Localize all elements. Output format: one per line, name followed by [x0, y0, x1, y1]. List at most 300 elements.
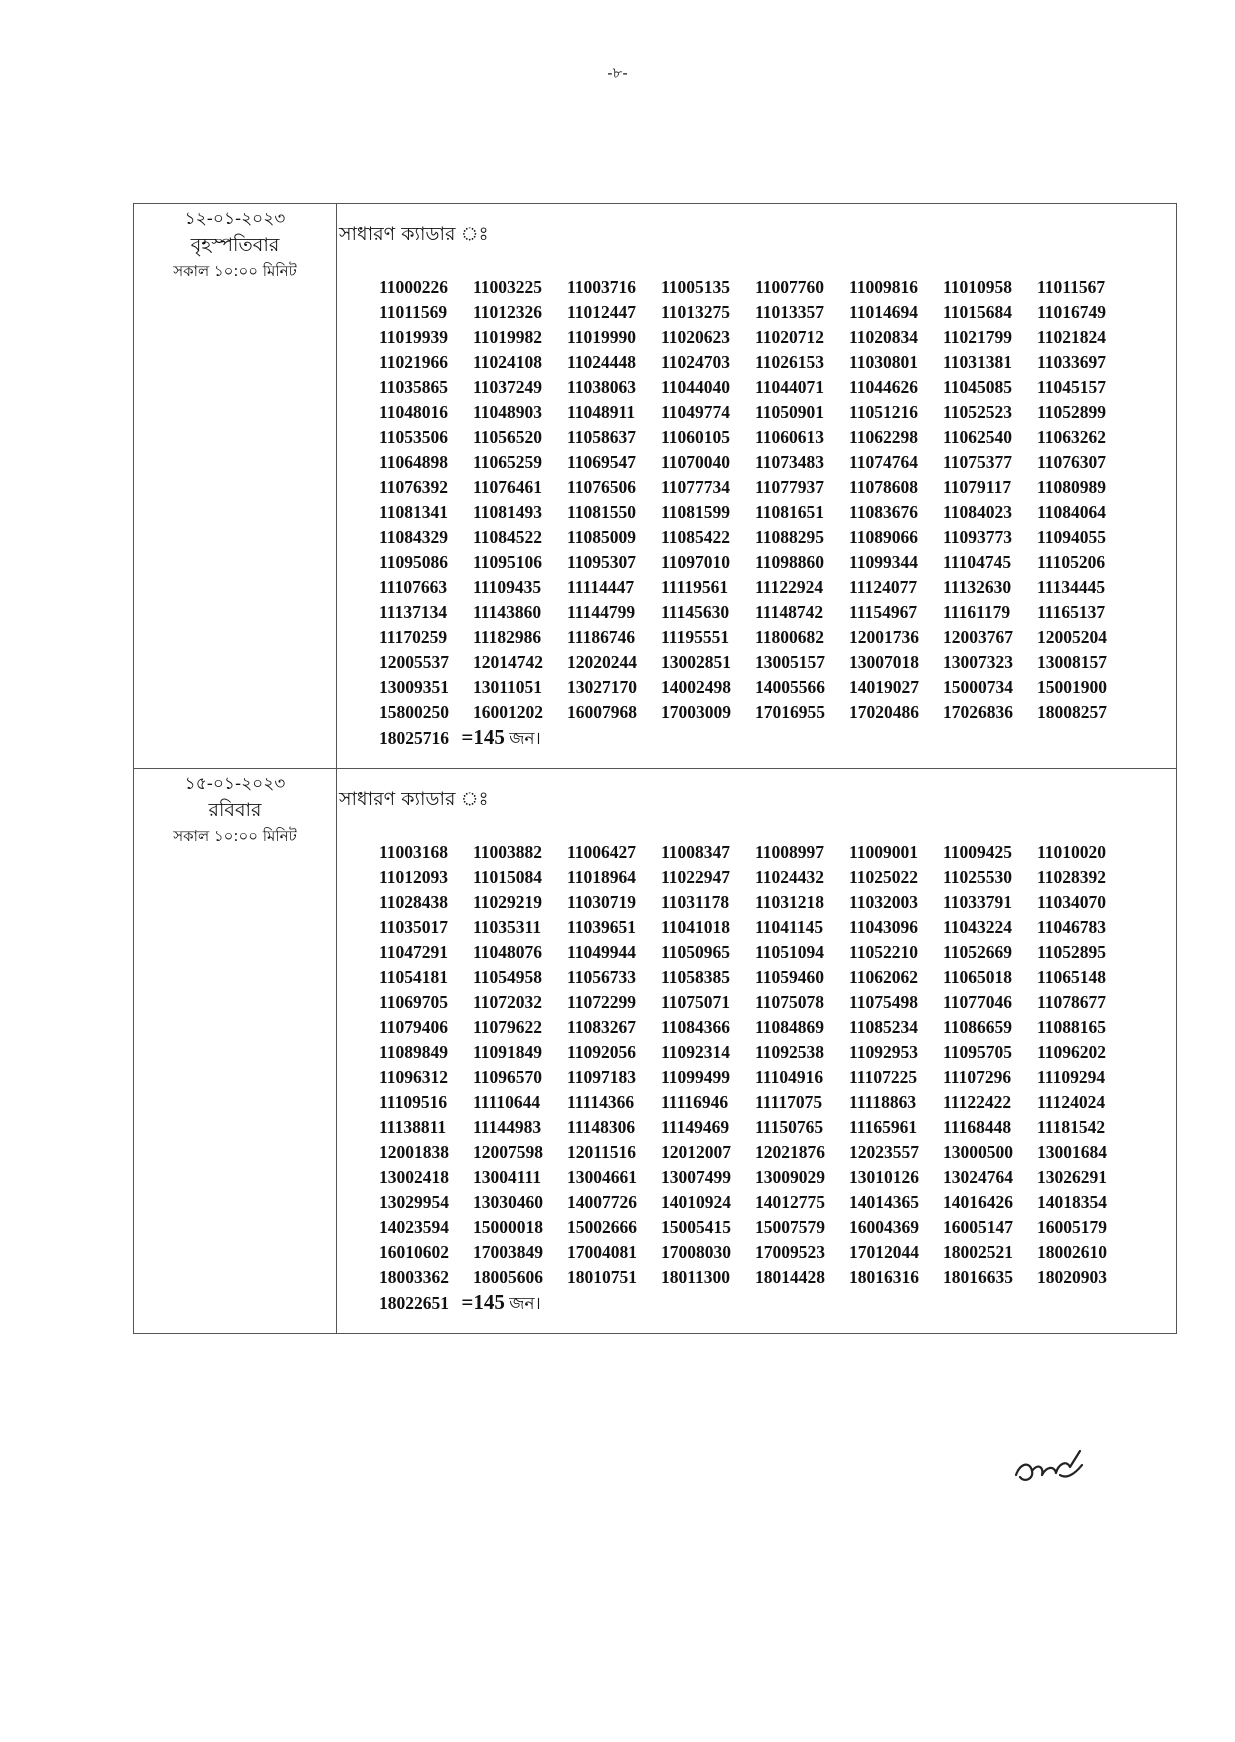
roll-number: 11043096	[849, 917, 919, 937]
roll-number: 18020903	[1037, 1267, 1107, 1287]
roll-number: 11084522	[473, 527, 543, 547]
roll-line	[379, 890, 1176, 915]
roll-number: 11124024	[1037, 1092, 1106, 1112]
exam-date: ১২-০১-২০২৩	[184, 209, 286, 229]
roll-number: 11107663	[379, 577, 448, 597]
roll-number: 11081341	[379, 502, 449, 522]
roll-number: 11085422	[661, 527, 731, 547]
roll-number: 11048016	[379, 402, 449, 422]
roll-line	[379, 965, 1176, 990]
roll-number: 11010958	[943, 277, 1013, 297]
roll-number: 16007968	[567, 702, 637, 722]
roll-line	[379, 840, 1176, 865]
roll-number: 11048076	[473, 942, 543, 962]
total-unit: জন।	[509, 729, 541, 749]
roll-number: 11109294	[1037, 1067, 1106, 1087]
roll-number: 11078608	[849, 477, 919, 497]
candidate-cell	[337, 769, 1177, 1334]
exam-time: সকাল ১০:০০ মিনিট	[173, 827, 297, 845]
roll-number: 11122422	[943, 1092, 1012, 1112]
roll-number: 12012007	[661, 1142, 731, 1162]
roll-number: 11075071	[661, 992, 731, 1012]
roll-number: 11075498	[849, 992, 919, 1012]
roll-number: 11011569	[379, 302, 448, 322]
roll-number: 11015084	[473, 867, 543, 887]
roll-number: 12021876	[755, 1142, 825, 1162]
roll-number: 11035311	[473, 917, 542, 937]
total-line	[337, 1290, 1176, 1317]
roll-number: 11026153	[755, 352, 825, 372]
roll-number: 11060613	[755, 427, 825, 447]
roll-number: 15000734	[943, 677, 1013, 697]
date-cell	[134, 769, 337, 1334]
roll-number: 13007499	[661, 1167, 731, 1187]
roll-number: 11065259	[473, 452, 543, 472]
roll-number: 11038063	[567, 377, 637, 397]
roll-number: 11064898	[379, 452, 449, 472]
roll-line	[379, 865, 1176, 890]
roll-number: 11150765	[755, 1117, 824, 1137]
roll-number: 18014428	[755, 1267, 825, 1287]
roll-number: 11076307	[1037, 452, 1107, 472]
roll-number: 11088295	[755, 527, 825, 547]
roll-number: 11056733	[567, 967, 637, 987]
roll-number: 12005204	[1037, 627, 1107, 647]
roll-number: 11077937	[755, 477, 825, 497]
roll-number: 12001736	[849, 627, 919, 647]
roll-number: 11009816	[849, 277, 919, 297]
roll-number: 17012044	[849, 1242, 919, 1262]
total-count: =145	[461, 1290, 505, 1314]
roll-line	[379, 650, 1176, 675]
roll-number: 15001900	[1037, 677, 1107, 697]
exam-schedule-table	[133, 203, 1177, 1334]
roll-number: 11095307	[567, 552, 637, 572]
roll-number: 11076461	[473, 477, 543, 497]
roll-number: 11062540	[943, 427, 1013, 447]
roll-number: 14010924	[661, 1192, 731, 1212]
roll-line	[379, 990, 1176, 1015]
roll-number: 11049944	[567, 942, 637, 962]
roll-number: 11024108	[473, 352, 543, 372]
roll-number: 11019990	[567, 327, 637, 347]
roll-number: 11013357	[755, 302, 825, 322]
roll-number: 13002851	[661, 652, 731, 672]
roll-number: 11028438	[379, 892, 449, 912]
roll-number: 12011516	[567, 1142, 637, 1162]
roll-number: 11170259	[379, 627, 448, 647]
total-line	[337, 725, 1176, 752]
roll-number: 11104745	[943, 552, 1012, 572]
roll-number: 11092953	[849, 1042, 919, 1062]
roll-line	[379, 475, 1176, 500]
roll-line	[379, 700, 1176, 725]
roll-number: 11097010	[661, 552, 731, 572]
roll-line	[379, 625, 1176, 650]
roll-number: 14012775	[755, 1192, 825, 1212]
date-cell	[134, 204, 337, 769]
roll-line	[379, 425, 1176, 450]
roll-number: 11107296	[943, 1067, 1012, 1087]
roll-number: 11033697	[1037, 352, 1107, 372]
roll-number: 11081493	[473, 502, 543, 522]
roll-number: 11051094	[755, 942, 825, 962]
section-heading: সাধারণ ক্যাডার ঃ	[339, 223, 489, 245]
roll-number: 14014365	[849, 1192, 919, 1212]
roll-number: 11009425	[943, 842, 1013, 862]
roll-number: 11084329	[379, 527, 449, 547]
roll-number: 11062062	[849, 967, 919, 987]
roll-number: 11091849	[473, 1042, 543, 1062]
page-number: -৮-	[607, 64, 628, 82]
roll-number: 11019982	[473, 327, 543, 347]
roll-number: 11028392	[1037, 867, 1107, 887]
roll-number: 11165961	[849, 1117, 918, 1137]
roll-number: 11006427	[567, 842, 637, 862]
roll-number: 11003716	[567, 277, 637, 297]
roll-number: 11056520	[473, 427, 543, 447]
roll-number: 14019027	[849, 677, 919, 697]
roll-number: 11088165	[1037, 1017, 1107, 1037]
roll-number: 11063262	[1037, 427, 1107, 447]
roll-number: 11045085	[943, 377, 1013, 397]
roll-number: 11060105	[661, 427, 731, 447]
roll-number: 11000226	[379, 277, 449, 297]
roll-line	[379, 350, 1176, 375]
roll-number: 11024432	[755, 867, 825, 887]
roll-number: 11012093	[379, 867, 449, 887]
roll-number: 11020834	[849, 327, 919, 347]
roll-number: 11035865	[379, 377, 449, 397]
roll-number: 11081550	[567, 502, 637, 522]
roll-line	[379, 600, 1176, 625]
roll-number: 11058385	[661, 967, 731, 987]
roll-number: 11096202	[1037, 1042, 1107, 1062]
roll-number: 13029954	[379, 1192, 449, 1212]
candidate-cell	[337, 204, 1177, 769]
roll-number: 17003849	[473, 1242, 543, 1262]
roll-number: 11182986	[473, 627, 542, 647]
roll-number: 18016635	[943, 1267, 1013, 1287]
roll-number: 11117075	[755, 1092, 823, 1112]
roll-line	[379, 1165, 1176, 1190]
roll-number: 11134445	[1037, 577, 1106, 597]
roll-number: 11096570	[473, 1067, 543, 1087]
roll-number: 18011300	[661, 1267, 731, 1287]
roll-number: 11022947	[661, 867, 731, 887]
roll-number: 11092314	[661, 1042, 731, 1062]
roll-number: 12020244	[567, 652, 637, 672]
roll-number: 11074764	[849, 452, 919, 472]
roll-number: 11107225	[849, 1067, 918, 1087]
roll-number: 11075377	[943, 452, 1013, 472]
roll-number: 11109516	[379, 1092, 448, 1112]
roll-number: 15000018	[473, 1217, 543, 1237]
roll-number: 13026291	[1037, 1167, 1107, 1187]
roll-number: 11076392	[379, 477, 449, 497]
roll-number: 11044040	[661, 377, 731, 397]
roll-number: 11105206	[1037, 552, 1106, 572]
roll-number: 11011567	[1037, 277, 1106, 297]
roll-number: 11052523	[943, 402, 1013, 422]
roll-number: 11097183	[567, 1067, 637, 1087]
roll-number: 18005606	[473, 1267, 543, 1287]
roll-line	[379, 1265, 1176, 1290]
roll-number: 11144799	[567, 602, 636, 622]
roll-number: 11049774	[661, 402, 731, 422]
roll-number: 11031218	[755, 892, 825, 912]
roll-number: 11137134	[379, 602, 448, 622]
roll-number: 13011051	[473, 677, 543, 697]
roll-number: 11076506	[567, 477, 637, 497]
roll-number: 12005537	[379, 652, 449, 672]
roll-number: 13000500	[943, 1142, 1013, 1162]
roll-number: 11032003	[849, 892, 919, 912]
roll-number: 11084023	[943, 502, 1013, 522]
roll-number: 11089066	[849, 527, 919, 547]
roll-number: 13002418	[379, 1167, 449, 1187]
roll-number: 11143860	[473, 602, 542, 622]
last-roll: 18022651	[379, 1293, 449, 1313]
roll-number: 11072032	[473, 992, 543, 1012]
roll-number: 11085234	[849, 1017, 919, 1037]
roll-number: 11095086	[379, 552, 449, 572]
roll-number: 11144983	[473, 1117, 542, 1137]
roll-number: 11020712	[755, 327, 825, 347]
roll-number: 11052210	[849, 942, 919, 962]
roll-number: 11015684	[943, 302, 1013, 322]
roll-line	[379, 525, 1176, 550]
roll-number: 16005179	[1037, 1217, 1107, 1237]
roll-number: 11114447	[567, 577, 635, 597]
roll-number: 11045157	[1037, 377, 1107, 397]
roll-number: 13007018	[849, 652, 919, 672]
roll-number: 12023557	[849, 1142, 919, 1162]
roll-number: 11079117	[943, 477, 1012, 497]
roll-number: 11007760	[755, 277, 825, 297]
roll-number: 11046783	[1037, 917, 1107, 937]
roll-number: 11003882	[473, 842, 543, 862]
roll-number: 14002498	[661, 677, 731, 697]
roll-number: 15800250	[379, 702, 449, 722]
roll-line	[379, 375, 1176, 400]
roll-number: 11024448	[567, 352, 637, 372]
roll-number: 16001202	[473, 702, 543, 722]
roll-number: 11021799	[943, 327, 1013, 347]
roll-number: 11041018	[661, 917, 731, 937]
roll-number: 12007598	[473, 1142, 543, 1162]
roll-number: 11094055	[1037, 527, 1107, 547]
roll-number: 14007726	[567, 1192, 637, 1212]
roll-number: 11110644	[473, 1092, 541, 1112]
roll-number: 11065148	[1037, 967, 1107, 987]
roll-number: 11119561	[661, 577, 729, 597]
roll-number: 11025530	[943, 867, 1013, 887]
roll-line	[379, 1140, 1176, 1165]
roll-number: 11085009	[567, 527, 637, 547]
roll-number: 11080989	[1037, 477, 1107, 497]
section-heading: সাধারণ ক্যাডার ঃ	[339, 788, 489, 810]
roll-number: 11031178	[661, 892, 730, 912]
roll-number: 11132630	[943, 577, 1012, 597]
roll-number: 11030801	[849, 352, 919, 372]
roll-number: 11092538	[755, 1042, 825, 1062]
roll-number: 11084064	[1037, 502, 1107, 522]
roll-line	[379, 575, 1176, 600]
roll-line	[379, 675, 1176, 700]
roll-number: 11003168	[379, 842, 449, 862]
roll-number: 11035017	[379, 917, 449, 937]
roll-number: 11161179	[943, 602, 1011, 622]
roll-number: 11098860	[755, 552, 825, 572]
roll-number: 11096312	[379, 1067, 449, 1087]
roll-number: 11116946	[661, 1092, 729, 1112]
roll-line	[379, 500, 1176, 525]
roll-number: 11008997	[755, 842, 825, 862]
roll-line	[379, 450, 1176, 475]
roll-number: 11003225	[473, 277, 543, 297]
exam-date: ১৫-০১-২০২৩	[184, 774, 286, 794]
roll-line	[379, 325, 1176, 350]
roll-number: 11009001	[849, 842, 919, 862]
roll-number: 11044626	[849, 377, 919, 397]
roll-number: 15002666	[567, 1217, 637, 1237]
roll-line	[379, 1240, 1176, 1265]
roll-number: 11052895	[1037, 942, 1107, 962]
roll-number: 11186746	[567, 627, 636, 647]
roll-number: 11095705	[943, 1042, 1013, 1062]
roll-number: 11072299	[567, 992, 637, 1012]
roll-number: 11114366	[567, 1092, 635, 1112]
roll-number: 11089849	[379, 1042, 449, 1062]
roll-number: 11149469	[661, 1117, 730, 1137]
roll-number: 17003009	[661, 702, 731, 722]
roll-number: 11008347	[661, 842, 731, 862]
roll-number: 11083267	[567, 1017, 637, 1037]
roll-number: 11024703	[661, 352, 731, 372]
roll-number: 11019939	[379, 327, 449, 347]
roll-number: 11014694	[849, 302, 919, 322]
roll-number: 11099344	[849, 552, 919, 572]
roll-number: 11034070	[1037, 892, 1107, 912]
roll-line	[379, 1190, 1176, 1215]
roll-number: 11025022	[849, 867, 919, 887]
roll-line	[379, 1215, 1176, 1240]
roll-number: 16004369	[849, 1217, 919, 1237]
roll-number: 11010020	[1037, 842, 1107, 862]
roll-number: 11018964	[567, 867, 637, 887]
roll-number: 11122924	[755, 577, 824, 597]
total-count: =145	[461, 725, 505, 749]
roll-number: 17009523	[755, 1242, 825, 1262]
roll-number: 11050901	[755, 402, 825, 422]
roll-number: 11029219	[473, 892, 543, 912]
roll-line	[379, 1090, 1176, 1115]
roll-number: 11012326	[473, 302, 543, 322]
roll-number: 11021966	[379, 352, 449, 372]
schedule-row	[134, 769, 1177, 1334]
roll-number: 11069547	[567, 452, 637, 472]
roll-line	[379, 1015, 1176, 1040]
roll-number: 11154967	[849, 602, 918, 622]
roll-number: 11078677	[1037, 992, 1107, 1012]
roll-number: 11073483	[755, 452, 825, 472]
roll-number: 13007323	[943, 652, 1013, 672]
roll-number: 11104916	[755, 1067, 824, 1087]
roll-number: 12003767	[943, 627, 1013, 647]
roll-number: 11037249	[473, 377, 543, 397]
roll-number: 11075078	[755, 992, 825, 1012]
roll-number: 13009351	[379, 677, 449, 697]
roll-number: 12014742	[473, 652, 543, 672]
roll-line	[379, 940, 1176, 965]
roll-number: 17004081	[567, 1242, 637, 1262]
roll-number: 11065018	[943, 967, 1013, 987]
roll-number: 11016749	[1037, 302, 1107, 322]
roll-number: 17026836	[943, 702, 1013, 722]
roll-number: 13004111	[473, 1167, 542, 1187]
total-unit: জন।	[509, 1294, 541, 1314]
roll-number: 11099499	[661, 1067, 731, 1087]
roll-number: 11069705	[379, 992, 449, 1012]
roll-number: 17016955	[755, 702, 825, 722]
roll-number: 11077734	[661, 477, 731, 497]
roll-number: 18002521	[943, 1242, 1013, 1262]
roll-number: 11077046	[943, 992, 1013, 1012]
roll-number: 13001684	[1037, 1142, 1107, 1162]
roll-number: 11044071	[755, 377, 825, 397]
roll-number: 13010126	[849, 1167, 919, 1187]
roll-grid	[337, 275, 1176, 725]
roll-number: 14005566	[755, 677, 825, 697]
roll-number: 11165137	[1037, 602, 1106, 622]
roll-number: 11047291	[379, 942, 449, 962]
roll-number: 11059460	[755, 967, 825, 987]
roll-number: 18003362	[379, 1267, 449, 1287]
roll-number: 11005135	[661, 277, 731, 297]
roll-number: 11020623	[661, 327, 731, 347]
roll-number: 11084366	[661, 1017, 731, 1037]
roll-number: 11800682	[755, 627, 825, 647]
roll-number: 11012447	[567, 302, 637, 322]
roll-number: 11168448	[943, 1117, 1012, 1137]
exam-day: বৃহস্পতিবার	[190, 234, 280, 256]
roll-number: 11079622	[473, 1017, 543, 1037]
roll-line	[379, 550, 1176, 575]
roll-number: 11148742	[755, 602, 824, 622]
roll-number: 14016426	[943, 1192, 1013, 1212]
signature	[1010, 1445, 1090, 1495]
roll-line	[379, 300, 1176, 325]
roll-number: 11048903	[473, 402, 543, 422]
roll-line	[379, 1115, 1176, 1140]
roll-number: 11118863	[849, 1092, 917, 1112]
roll-number: 11050965	[661, 942, 731, 962]
roll-line	[379, 275, 1176, 300]
roll-number: 13008157	[1037, 652, 1107, 672]
roll-number: 11031381	[943, 352, 1013, 372]
roll-number: 15005415	[661, 1217, 731, 1237]
roll-number: 18002610	[1037, 1242, 1107, 1262]
roll-number: 11148306	[567, 1117, 636, 1137]
roll-number: 11054181	[379, 967, 449, 987]
roll-number: 11021824	[1037, 327, 1107, 347]
exam-time: সকাল ১০:০০ মিনিট	[173, 262, 297, 280]
roll-number: 11181542	[1037, 1117, 1106, 1137]
roll-line	[379, 915, 1176, 940]
roll-number: 11124077	[849, 577, 918, 597]
roll-number: 14018354	[1037, 1192, 1107, 1212]
